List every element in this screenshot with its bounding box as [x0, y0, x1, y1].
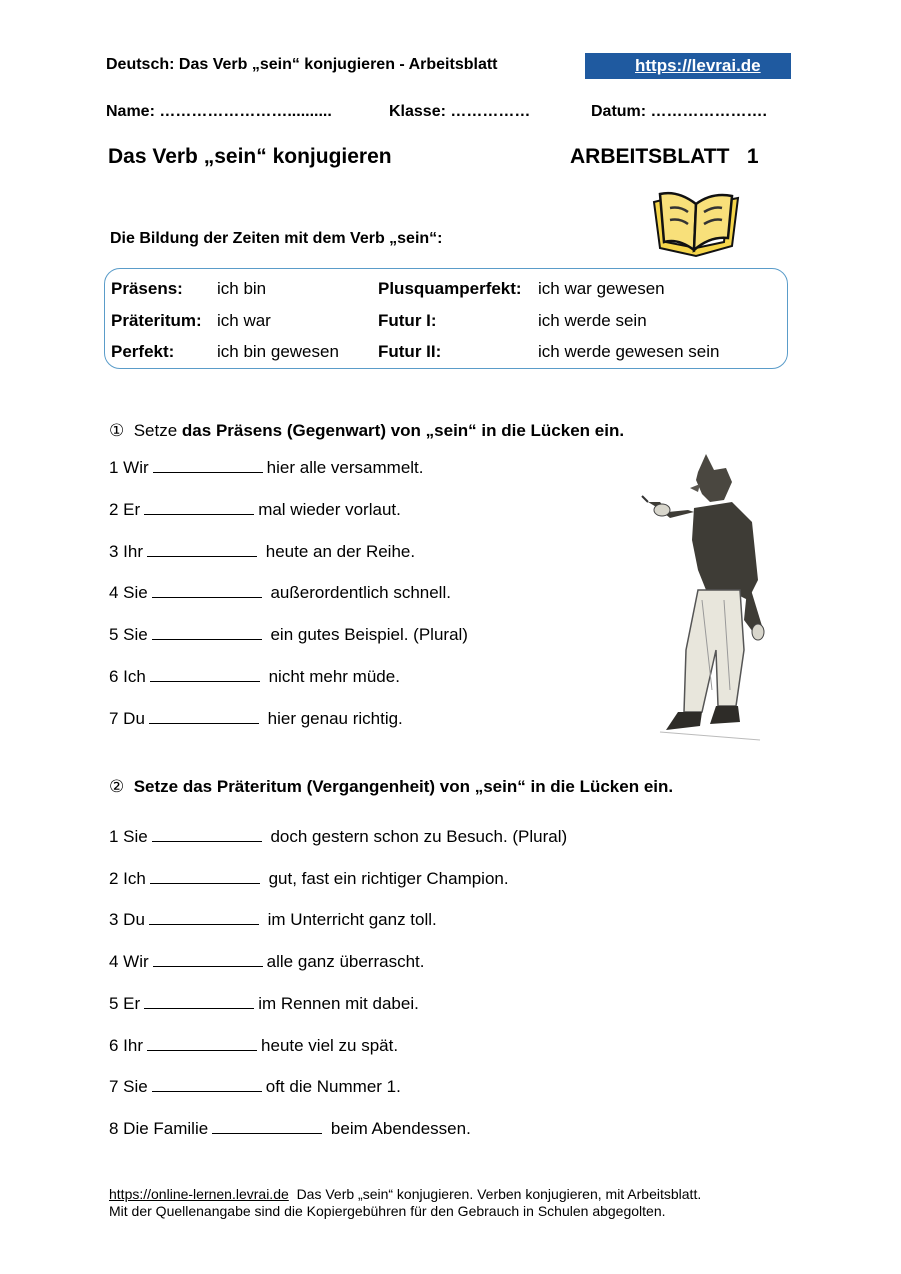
- answer-blank[interactable]: [147, 542, 257, 557]
- levrai-banner: [585, 53, 791, 79]
- exercise-line: 5 Er im Rennen mit dabei.: [109, 994, 419, 1013]
- footer-description: Das Verb „sein“ konjugieren. Verben konjugieren, mit Arbeitsblatt.: [296, 1186, 702, 1202]
- exercise-line: 8 Die Familie beim Abendessen.: [109, 1119, 471, 1138]
- exercise-line: 2 Ich gut, fast ein richtiger Champion.: [109, 869, 509, 888]
- task-2-instruction: Setze das Präteritum (Vergangenheit) von „sein“ in die Lücken ein.: [133, 777, 674, 796]
- tense-value: ich werde sein: [538, 311, 647, 330]
- answer-blank[interactable]: [149, 910, 259, 925]
- tense-value: ich war gewesen: [538, 279, 665, 298]
- tense-value: ich bin: [217, 279, 267, 298]
- tense-label: Präsens:: [111, 279, 183, 298]
- answer-blank[interactable]: [150, 667, 260, 682]
- task-2-heading: [109, 777, 673, 797]
- task-1-heading: [109, 421, 624, 441]
- exercise-line: 3 Du im Unterricht ganz toll.: [109, 910, 437, 929]
- answer-blank[interactable]: [144, 500, 254, 515]
- exercise-line: 4 Wir alle ganz überrascht.: [109, 952, 425, 971]
- answer-blank[interactable]: [152, 827, 262, 842]
- date-field: Datum: ………………….: [591, 103, 767, 120]
- footer-link[interactable]: https://online-lernen.levrai.de: [109, 1186, 289, 1202]
- tense-value: ich werde gewesen sein: [538, 342, 720, 361]
- tense-label: Perfekt:: [111, 342, 175, 361]
- answer-blank[interactable]: [152, 583, 262, 598]
- tense-label: Plusquamperfekt:: [378, 279, 522, 298]
- answer-blank[interactable]: [153, 952, 263, 967]
- answer-blank[interactable]: [144, 994, 254, 1009]
- task-1-instruction: das Präsens (Gegenwart) von „sein“ in die Lücken ein.: [181, 421, 625, 440]
- exercise-line: 1 Wir hier alle versammelt.: [109, 458, 424, 477]
- task-1-prefix: Setze: [133, 421, 178, 440]
- exercise-line: 5 Sie ein gutes Beispiel. (Plural): [109, 625, 468, 644]
- page-title: Das Verb „sein“ konjugieren: [108, 145, 392, 168]
- footer-line-2: Mit der Quellenangabe sind die Kopiergebühren für den Gebrauch in Schulen abgegolten.: [109, 1203, 666, 1219]
- exercise-line: 4 Sie außerordentlich schnell.: [109, 583, 451, 602]
- exercise-line: 6 Ich nicht mehr müde.: [109, 667, 400, 686]
- exercise-line: 7 Du hier genau richtig.: [109, 709, 403, 728]
- intro-text: Die Bildung der Zeiten mit dem Verb „sein“:: [110, 230, 443, 247]
- levrai-link[interactable]: https://levrai.de: [635, 56, 761, 75]
- class-field: Klasse: ……………: [389, 103, 531, 120]
- tense-label: Futur II:: [378, 342, 442, 361]
- answer-blank[interactable]: [212, 1119, 322, 1134]
- worksheet-header-title: Deutsch: Das Verb „sein“ konjugieren - Arbeitsblatt: [106, 56, 498, 73]
- circled-number-1: ①: [109, 421, 125, 440]
- footer-line-1: [109, 1186, 701, 1203]
- tense-label: Futur I:: [378, 311, 437, 330]
- answer-blank[interactable]: [147, 1036, 257, 1051]
- worksheet-number: ARBEITSBLATT 1: [570, 145, 759, 168]
- exercise-line: 6 Ihr heute viel zu spät.: [109, 1036, 399, 1055]
- answer-blank[interactable]: [153, 458, 263, 473]
- tense-label: Präteritum:: [111, 311, 202, 330]
- book-icon: [648, 186, 744, 260]
- tense-value: ich bin gewesen: [217, 342, 339, 361]
- tense-value: ich war: [217, 311, 271, 330]
- circled-number-2: ②: [109, 777, 125, 796]
- exercise-line: 3 Ihr heute an der Reihe.: [109, 542, 416, 561]
- answer-blank[interactable]: [152, 1077, 262, 1092]
- exercise-line: 1 Sie doch gestern schon zu Besuch. (Plural): [109, 827, 568, 846]
- answer-blank[interactable]: [149, 709, 259, 724]
- exercise-line: 7 Sie oft die Nummer 1.: [109, 1077, 401, 1096]
- answer-blank[interactable]: [150, 869, 260, 884]
- name-field: Name: ……………………..........: [106, 103, 332, 120]
- answer-blank[interactable]: [152, 625, 262, 640]
- exercise-line: 2 Er mal wieder vorlaut.: [109, 500, 401, 519]
- fox-figure-illustration: [640, 450, 780, 750]
